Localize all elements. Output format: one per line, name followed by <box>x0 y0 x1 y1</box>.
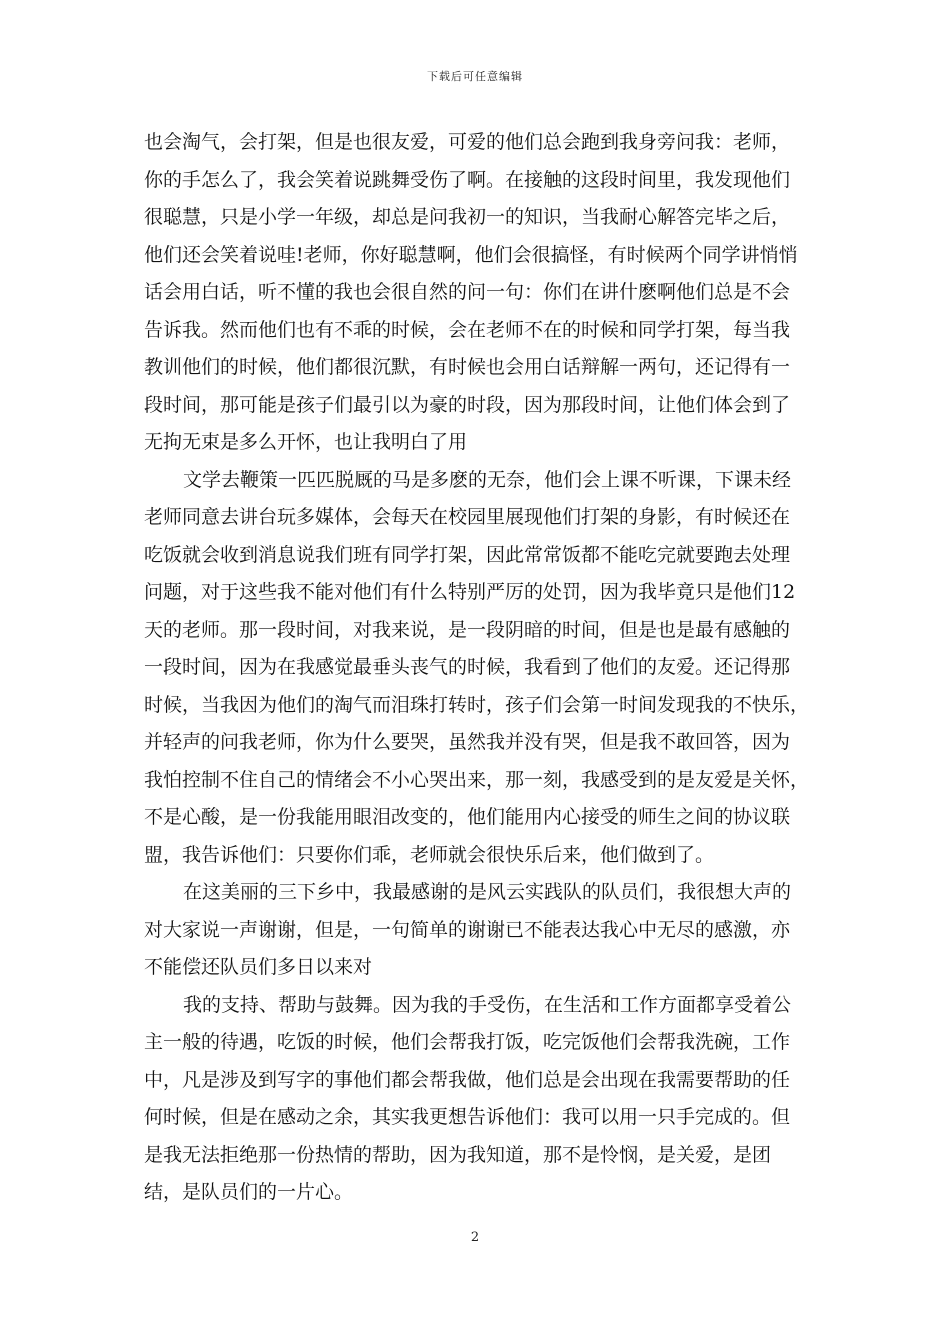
text-line: 一段时间，因为在我感觉最垂头丧气的时候，我看到了他们的友爱。还记得那 <box>144 656 791 678</box>
text-line: 不是心酸，是一份我能用眼泪改变的，他们能用内心接受的师生之间的协议联 <box>144 806 791 828</box>
text-line: 是我无法拒绝那一份热情的帮助，因为我知道，那不是怜悯，是关爱，是团 <box>144 1143 772 1166</box>
text-line: 主一般的待遇，吃饭的时候，他们会帮我打饭，吃完饭他们会帮我洗碗，工作 <box>144 1031 791 1053</box>
text-line: 盟，我告诉他们：只要你们乖，老师就会很快乐后来，他们做到了。 <box>144 843 715 866</box>
text-line: 段时间，那可能是孩子们最引以为豪的时段，因为那段时间，让他们体会到了 <box>144 393 791 416</box>
text-line: 你的手怎么了，我会笑着说跳舞受伤了啊。在接触的这段时间里，我发现他们 <box>144 168 791 191</box>
page-header: 下载后可任意编辑 <box>427 70 523 83</box>
paragraph-start-line: 我的支持、帮助与鼓舞。因为我的手受伤，在生活和工作方面都享受着公 <box>183 993 792 1016</box>
document-body <box>144 124 822 1212</box>
text-line: 教训他们的时候，他们都很沉默，有时候也会用白话辩解一两句，还记得有一 <box>144 356 791 378</box>
text-line: 不能偿还队员们多日以来对 <box>144 956 373 978</box>
paragraph-start-line: 在这美丽的三下乡中，我最感谢的是风云实践队的队员们，我很想大声的 <box>183 881 792 903</box>
text-line: 对大家说一声谢谢，但是，一句简单的谢谢已不能表达我心中无尽的感激，亦 <box>144 918 791 941</box>
text-line: 时候，当我因为他们的淘气而泪珠打转时，孩子们会第一时间发现我的不快乐， <box>144 693 810 716</box>
text-line: 中，凡是涉及到写字的事他们都会帮我做，他们总是会出现在我需要帮助的任 <box>144 1068 791 1091</box>
text-line: 问题，对于这些我不能对他们有什么特别严厉的处罚，因为我毕竟只是他们12 <box>144 581 796 603</box>
text-line: 也会淘气，会打架，但是也很友爱，可爱的他们总会跑到我身旁问我：老师， <box>144 131 791 153</box>
text-line: 老师同意去讲台玩多媒体，会每天在校园里展现他们打架的身影，有时候还在 <box>144 506 791 528</box>
page-number: 2 <box>470 1230 480 1245</box>
text-line: 他们还会笑着说哇!老师，你好聪慧啊，他们会很搞怪，有时候两个同学讲悄悄 <box>144 243 798 266</box>
text-line: 何时候，但是在感动之余，其实我更想告诉他们：我可以用一只手完成的。但 <box>144 1106 791 1128</box>
text-line: 告诉我。然而他们也有不乖的时候，会在老师不在的时候和同学打架，每当我 <box>144 318 791 341</box>
text-line: 结，是队员们的一片心。 <box>144 1181 354 1203</box>
text-line: 很聪慧，只是小学一年级，却总是问我初一的知识，当我耐心解答完毕之后， <box>144 206 791 228</box>
text-line: 无拘无束是多么开怀，也让我明白了用 <box>144 431 468 453</box>
text-line: 天的老师。那一段时间，对我来说，是一段阴暗的时间，但是也是最有感触的 <box>144 618 791 641</box>
paragraph-start-line: 文学去鞭策一匹匹脱厩的马是多麽的无奈，他们会上课不听课，下课未经 <box>183 468 792 491</box>
text-line: 吃饭就会收到消息说我们班有同学打架，因此常常饭都不能吃完就要跑去处理 <box>144 543 791 566</box>
text-line: 我怕控制不住自己的情绪会不小心哭出来，那一刻，我感受到的是友爱是关怀， <box>144 768 810 791</box>
text-line: 并轻声的问我老师，你为什么要哭，虽然我并没有哭，但是我不敢回答，因为 <box>144 731 791 753</box>
text-line: 话会用白话，听不懂的我也会很自然的问一句：你们在讲什麽啊他们总是不会 <box>144 281 791 303</box>
